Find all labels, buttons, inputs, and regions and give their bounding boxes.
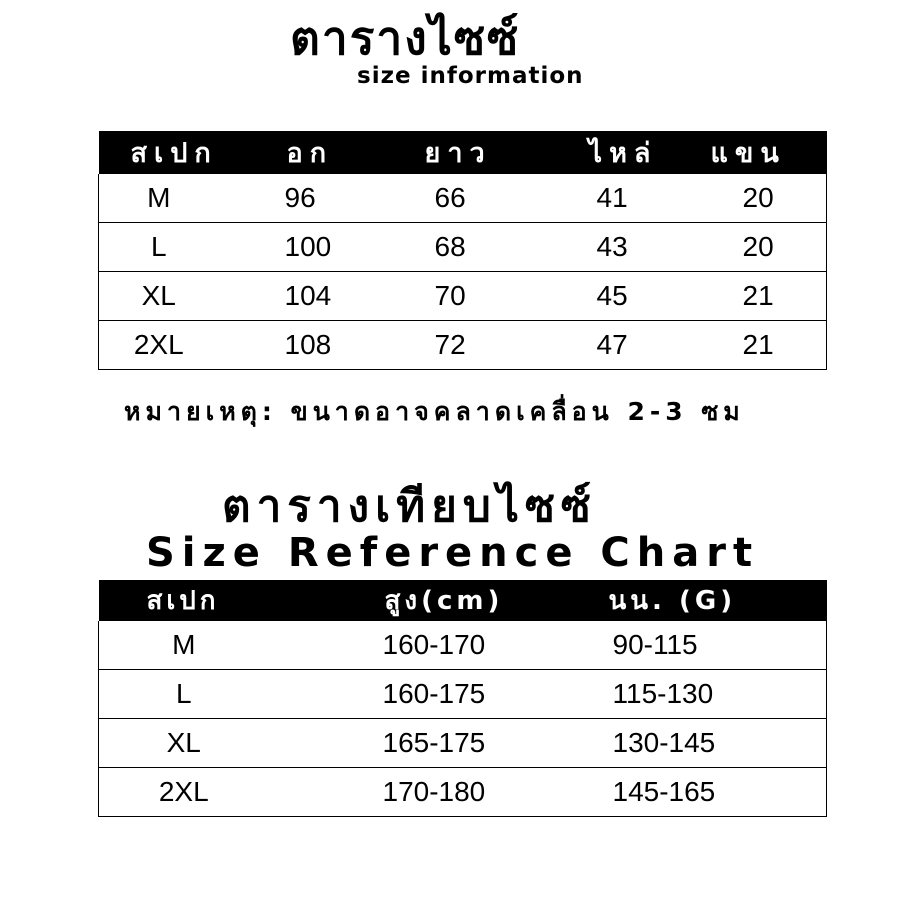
table-row — [99, 321, 827, 370]
reference-chart-title: ตารางเทียบไซซ์ — [222, 481, 597, 532]
header-height: สูง(cm) — [269, 580, 609, 621]
cell-weight: 130-145 — [609, 719, 827, 768]
cell-weight: 145-165 — [609, 768, 827, 817]
cell-sleeve: 21 — [699, 321, 827, 370]
measurement-note: หมายเหตุ: ขนาดอาจคลาดเคลื่อน 2-3 ซม — [124, 397, 745, 426]
cell-sleeve: 20 — [699, 174, 827, 223]
header-chest: อก — [249, 131, 389, 174]
cell-shoulder: 43 — [559, 223, 699, 272]
cell-shoulder: 45 — [559, 272, 699, 321]
cell-chest: 96 — [249, 174, 389, 223]
header-sleeve: แขน — [699, 131, 827, 174]
header-length: ยาว — [389, 131, 559, 174]
cell-weight: 90-115 — [609, 621, 827, 670]
cell-height: 170-180 — [269, 768, 609, 817]
cell-size: L — [99, 223, 249, 272]
cell-shoulder: 47 — [559, 321, 699, 370]
size-information-table — [98, 131, 827, 370]
table-row — [99, 670, 827, 719]
cell-chest: 104 — [249, 272, 389, 321]
cell-sleeve: 20 — [699, 223, 827, 272]
header-spec: สเปก — [99, 580, 269, 621]
cell-height: 160-175 — [269, 670, 609, 719]
cell-length: 68 — [389, 223, 559, 272]
cell-length: 72 — [389, 321, 559, 370]
table-row — [99, 621, 827, 670]
cell-size: M — [99, 621, 269, 670]
table-header-row — [99, 580, 827, 621]
cell-sleeve: 21 — [699, 272, 827, 321]
reference-chart-subtitle: Size Reference Chart — [146, 530, 760, 576]
page-title: ตารางไซซ์ — [290, 11, 521, 65]
header-spec: สเปก — [99, 131, 249, 174]
cell-length: 70 — [389, 272, 559, 321]
cell-size: XL — [99, 719, 269, 768]
table-header-row — [99, 131, 827, 174]
cell-size: XL — [99, 272, 249, 321]
table-row — [99, 272, 827, 321]
cell-size: 2XL — [99, 768, 269, 817]
cell-shoulder: 41 — [559, 174, 699, 223]
size-reference-table — [98, 580, 827, 817]
cell-chest: 108 — [249, 321, 389, 370]
cell-height: 160-170 — [269, 621, 609, 670]
table-row — [99, 719, 827, 768]
cell-chest: 100 — [249, 223, 389, 272]
page-subtitle: size information — [357, 63, 584, 89]
table-row — [99, 174, 827, 223]
cell-size: 2XL — [99, 321, 249, 370]
cell-size: M — [99, 174, 249, 223]
header-shoulder: ไหล่ — [559, 131, 699, 174]
cell-size: L — [99, 670, 269, 719]
cell-weight: 115-130 — [609, 670, 827, 719]
header-weight: นน. (G) — [609, 580, 827, 621]
table-row — [99, 223, 827, 272]
cell-height: 165-175 — [269, 719, 609, 768]
table-row — [99, 768, 827, 817]
cell-length: 66 — [389, 174, 559, 223]
